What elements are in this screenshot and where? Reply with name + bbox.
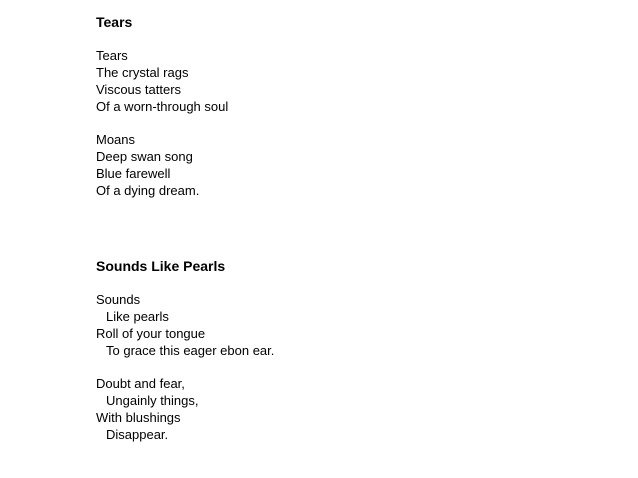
poem-line: Doubt and fear, xyxy=(96,376,185,391)
poem-line: Of a dying dream. xyxy=(96,183,200,198)
poem-line: Blue farewell xyxy=(96,166,171,181)
poem-line: Sounds xyxy=(96,292,141,307)
poem-line: With blushings xyxy=(96,410,181,425)
stanza xyxy=(96,47,516,115)
poem-tears xyxy=(96,14,516,215)
stanza xyxy=(96,375,516,443)
poem-line: The crystal rags xyxy=(96,65,189,80)
poem-sounds-like-pearls xyxy=(96,258,516,459)
poem-line: Of a worn-through soul xyxy=(96,99,229,114)
poem-line-indented: To grace this eager ebon ear. xyxy=(106,343,275,358)
poem-title: Tears xyxy=(96,14,133,30)
poem-line: Deep swan song xyxy=(96,149,193,164)
poem-line-indented: Disappear. xyxy=(106,427,169,442)
poem-line: Viscous tatters xyxy=(96,82,182,97)
poem-line-indented: Ungainly things, xyxy=(106,393,199,408)
poem-line: Roll of your tongue xyxy=(96,326,206,341)
poem-title: Sounds Like Pearls xyxy=(96,258,226,274)
stanza xyxy=(96,291,516,359)
stanza xyxy=(96,131,516,199)
poem-line: Moans xyxy=(96,132,136,147)
poem-line: Tears xyxy=(96,48,128,63)
poem-line-indented: Like pearls xyxy=(106,309,169,324)
